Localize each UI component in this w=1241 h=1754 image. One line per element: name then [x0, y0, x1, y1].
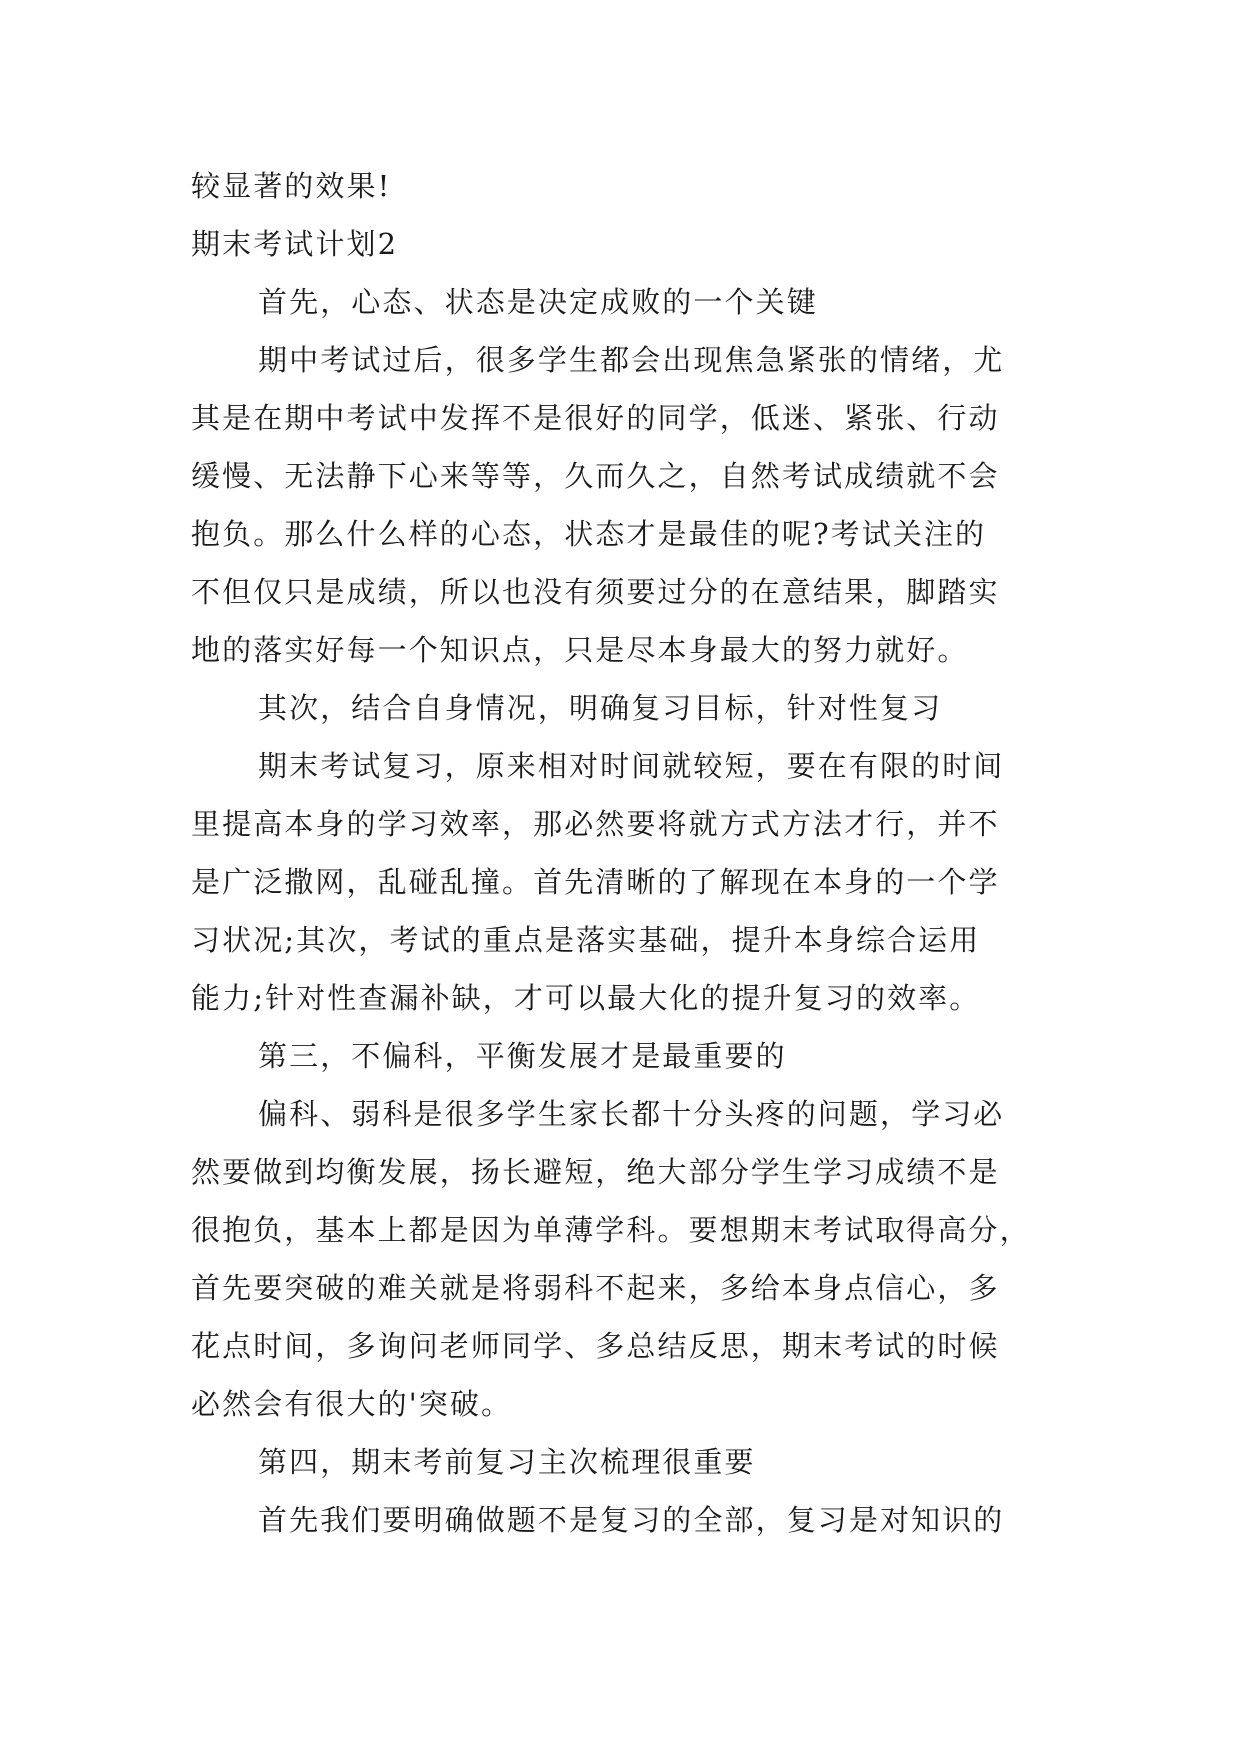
paragraph-heading: 首先，心态、状态是决定成败的一个关键: [258, 285, 818, 319]
text-line: 花点时间，多询问老师同学、多总结反思，期末考试的时候: [191, 1329, 1000, 1363]
text-line: 首先我们要明确做题不是复习的全部，复习是对知识的: [258, 1503, 1005, 1537]
text-line: 较显著的效果!: [191, 169, 392, 203]
text-line: 能力;针对性查漏补缺，才可以最大化的提升复习的效率。: [191, 981, 981, 1015]
text-line: 习状况;其次，考试的重点是落实基础，提升本身综合运用: [191, 923, 981, 957]
text-line: 很抱负，基本上都是因为单薄学科。要想期末考试取得高分，: [191, 1213, 1031, 1247]
text-line: 然要做到均衡发展，扬长避短，绝大部分学生学习成绩不是: [191, 1155, 1000, 1189]
text-line: 首先要突破的难关就是将弱科不起来，多给本身点信心，多: [191, 1271, 1000, 1305]
text-line: 期末考试复习，原来相对时间就较短，要在有限的时间: [258, 749, 1005, 783]
text-line: 期中考试过后，很多学生都会出现焦急紧张的情绪，尤: [258, 343, 1005, 377]
text-line: 偏科、弱科是很多学生家长都十分头疼的问题，学习必: [258, 1097, 1005, 1131]
paragraph-heading: 其次，结合自身情况，明确复习目标，针对性复习: [258, 691, 943, 725]
section-heading: 期末考试计划2: [191, 227, 399, 261]
paragraph-heading: 第三，不偏科，平衡发展才是最重要的: [258, 1039, 787, 1073]
text-line: 缓慢、无法静下心来等等，久而久之，自然考试成绩就不会: [191, 459, 1000, 493]
paragraph-heading: 第四，期末考前复习主次梳理很重要: [258, 1445, 756, 1479]
text-line: 是广泛撒网，乱碰乱撞。首先清晰的了解现在本身的一个学: [191, 865, 1000, 899]
text-line: 地的落实好每一个知识点，只是尽本身最大的努力就好。: [191, 633, 969, 667]
text-line: 抱负。那么什么样的心态，状态才是最佳的呢?考试关注的: [191, 517, 987, 551]
text-line: 里提高本身的学习效率，那必然要将就方式方法才行，并不: [191, 807, 1000, 841]
text-line: 必然会有很大的'突破。: [191, 1387, 513, 1421]
text-line: 其是在期中考试中发挥不是很好的同学，低迷、紧张、行动: [191, 401, 1000, 435]
text-line: 不但仅只是成绩，所以也没有须要过分的在意结果，脚踏实: [191, 575, 1000, 609]
